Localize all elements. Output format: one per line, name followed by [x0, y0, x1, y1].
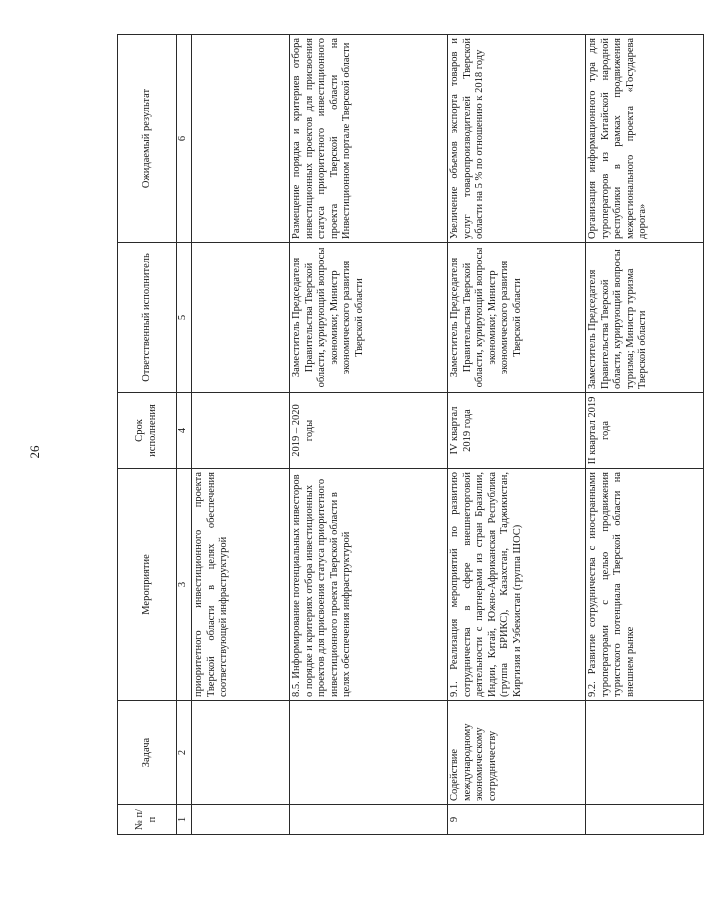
column-number: 6	[177, 35, 192, 243]
column-numbers-row	[177, 35, 192, 835]
cell-result: Увеличение объемов экспорта товаров и услуг товаропроизводителей Тверской области на 5 % по отношению к 2018 году	[448, 35, 586, 243]
header-task: Задача	[118, 701, 177, 805]
cell-task	[586, 701, 704, 805]
cell-task: Содействие международному экономическому сотрудничеству	[448, 701, 586, 805]
cell-num	[192, 805, 290, 835]
cell-deadline: IV квартал 2019 года	[448, 393, 586, 469]
column-number: 5	[177, 243, 192, 393]
cell-executor: Заместитель Председателя Правительства Тверской области, курирующий вопросы экономики; Министр экономического развития Тверской области	[290, 243, 448, 393]
cell-event: 8.5. Информирование потенциальных инвесторов о порядке и критериях отбора инвестиционных проектов для присвоения статуса приоритетного инвестиционного проекта Тверской области в целях обеспечения инфраструктурой	[290, 469, 448, 701]
cell-result: Организация информационного тура для туроператоров из Китайской народной республики в рамках продвижения межрегионального проекта «Государева дорога»	[586, 35, 704, 243]
cell-deadline: 2019 – 2020 годы	[290, 393, 448, 469]
table-row	[448, 35, 586, 835]
cell-num	[586, 805, 704, 835]
rotated-page	[117, 35, 649, 835]
column-number: 3	[177, 469, 192, 701]
header-result: Ожидаемый результат	[118, 35, 177, 243]
column-number: 2	[177, 701, 192, 805]
page-number: 26	[27, 445, 42, 459]
table-row	[586, 35, 704, 835]
cell-num: 9	[448, 805, 586, 835]
action-plan-table	[117, 34, 704, 835]
cell-result: Размещение порядка и критериев отбора инвестиционных проектов для присвоения статуса приоритетного инвестиционного проекта Тверской области на Инвестиционном портале Тверской области	[290, 35, 448, 243]
cell-event: 9.1. Реализация мероприятий по развитию сотрудничества в сфере внешнеторговой деятельности с партнерами из стран Бразилии, Индии, Китай, Южно-Африканская Республика (группа БРИКС), Казахстан, Таджикистан, Киргизия и Узбекистан (группа ШОС)	[448, 469, 586, 701]
cell-executor	[192, 243, 290, 393]
header-executor: Ответственный исполнитель	[118, 243, 177, 393]
cell-event: приоритетного инвестиционного проекта Тверской области в целях обеспечения соответствующей инфраструктурой	[192, 469, 290, 701]
table-header-row	[118, 35, 177, 835]
column-number: 1	[177, 805, 192, 835]
cell-event: 9.2. Развитие сотрудничества с иностранными туроператорами с целью продвижения туристского потенциала Тверской области на внешнем рынке	[586, 469, 704, 701]
table-row	[290, 35, 448, 835]
table-row	[192, 35, 290, 835]
cell-executor: Заместитель Председателя Правительства Тверской области, курирующий вопросы туризма; Министр туризма Тверской области	[586, 243, 704, 393]
header-deadline: Срок исполнения	[118, 393, 177, 469]
cell-executor: Заместитель Председателя Правительства Тверской области, курирующий вопросы экономики; Министр экономического развития Тверской области	[448, 243, 586, 393]
cell-result	[192, 35, 290, 243]
cell-num	[290, 805, 448, 835]
header-event: Мероприятие	[118, 469, 177, 701]
cell-deadline: II квартал 2019 года	[586, 393, 704, 469]
cell-task	[192, 701, 290, 805]
cell-deadline	[192, 393, 290, 469]
header-num: № п/п	[118, 805, 177, 835]
column-number: 4	[177, 393, 192, 469]
cell-task	[290, 701, 448, 805]
